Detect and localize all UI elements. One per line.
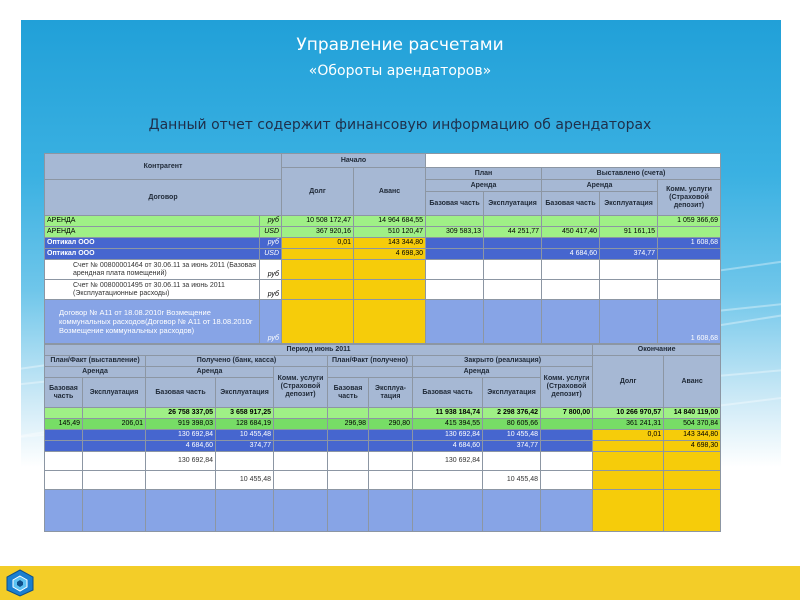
header-plan: План <box>426 168 542 180</box>
header-invoiced: Выставлено (счета) <box>542 168 721 180</box>
table-row[interactable]: 4 684,60 374,77 4 684,60 374,77 4 698,30 <box>45 441 721 452</box>
table-row[interactable]: 10 455,48 10 455,48 <box>45 471 721 490</box>
slide-description: Данный отчет содержит финансовую информацию об арендаторах <box>148 117 652 133</box>
header-plan-base: Базовая часть <box>426 192 484 216</box>
header-pf-received: План/Факт (получено) <box>328 356 413 367</box>
top-report-table <box>44 153 721 344</box>
slide-subtitle: «Обороты арендаторов» <box>308 63 492 79</box>
table-row[interactable]: 26 758 337,05 3 658 917,25 11 938 184,74 2 298 376,42 7 800,00 10 266 970,57 14 840 119,00 <box>45 408 721 419</box>
table-row[interactable] <box>45 490 721 532</box>
header-counterparty: Контрагент <box>45 154 282 180</box>
header-plan-operation: Эксплуатация <box>484 192 542 216</box>
table-row[interactable]: Оптикал ООО USD 4 698,30 4 684,60 374,77 <box>45 249 721 260</box>
header-closed-utilities: Комм. услуги (Страховой депозит) <box>541 367 593 408</box>
header-closed: Закрыто (реализация) <box>413 356 593 367</box>
slide-title: Управление расчетами <box>296 35 504 55</box>
header-advance: Аванс <box>354 168 426 216</box>
header-utilities: Комм. услуги (Страховой депозит) <box>658 180 721 216</box>
header-pf-invoiced: План/Факт (выставление) <box>45 356 146 367</box>
table-row[interactable]: АРЕНДА руб 10 508 172,47 14 964 684,55 1 059 366,69 <box>45 216 721 227</box>
hexagon-logo-icon <box>5 569 35 597</box>
bottom-report-table: Период июнь 2011 Окончание План/Факт (выставление) Получено (банк, касса) План/Факт (получено) Закрыто (реализация) Долг Аванс Аренда Аренда Комм. услуги (Страховой депозит) Аренда Комм. услуги (Страховой депозит) Базовая часть Эксплуатация Базовая часть Эксплуатация Базовая часть Эксплуа-тация Базовая часть Эксплуатация 26 758 337,05 3 658 917,25 11 938 184,74 2 298 376,42 7 800,00 10 266 970,57 14 840 119,00 145,49 206,01 919 398,03 128 684,19 296,98 290,80 415 394,55 80 605,66 361 241,31 504 370,84 130 692,84 10 455,48 130 692,84 10 455,48 0,01 143 344,80 4 684,60 374,77 4 684,60 374,77 4 698,30 130 692,84 130 692,84 10 455,48 10 455,48 <box>44 344 721 532</box>
header-invoiced-base: Базовая часть <box>542 192 600 216</box>
header-received: Получено (банк, касса) <box>146 356 328 367</box>
header-contract: Договор <box>45 180 282 216</box>
header-invoiced-rent: Аренда <box>542 180 658 192</box>
header-end: Окончание <box>593 345 721 356</box>
table-row[interactable]: Договор № А11 от 18.08.2010г Возмещение коммунальных расходов(Договор № А11 от 18.08.2010г Возмещение коммунальных расходов) руб 1 608,68 <box>45 300 721 344</box>
table-row[interactable]: Оптикал ООО руб 0,01 143 344,80 1 608,68 <box>45 238 721 249</box>
table-row[interactable]: 145,49 206,01 919 398,03 128 684,19 296,98 290,80 415 394,55 80 605,66 361 241,31 504 370,84 <box>45 419 721 430</box>
header-received-utilities: Комм. услуги (Страховой депозит) <box>274 367 328 408</box>
header-end-advance: Аванс <box>664 356 721 408</box>
table-row[interactable]: Счет № 00800001495 от 30.06.11 за июнь 2011 (Эксплуатационные расходы) руб <box>45 280 721 300</box>
table-row[interactable]: 130 692,84 130 692,84 <box>45 452 721 471</box>
header-debt: Долг <box>282 168 354 216</box>
table-row[interactable]: 130 692,84 10 455,48 130 692,84 10 455,48 0,01 143 344,80 <box>45 430 721 441</box>
header-plan-rent: Аренда <box>426 180 542 192</box>
table-row[interactable]: АРЕНДА USD 367 920,16 510 120,47 309 583,13 44 251,77 450 417,40 91 161,15 <box>45 227 721 238</box>
footer-bar <box>0 566 800 600</box>
header-invoiced-operation: Эксплуатация <box>600 192 658 216</box>
header-end-debt: Долг <box>593 356 664 408</box>
table-row[interactable]: Счет № 00800001464 от 30.06.11 за июнь 2011 (Базовая арендная плата помещений) руб <box>45 260 721 280</box>
header-period: Период июнь 2011 <box>45 345 593 356</box>
header-start: Начало <box>282 154 426 168</box>
